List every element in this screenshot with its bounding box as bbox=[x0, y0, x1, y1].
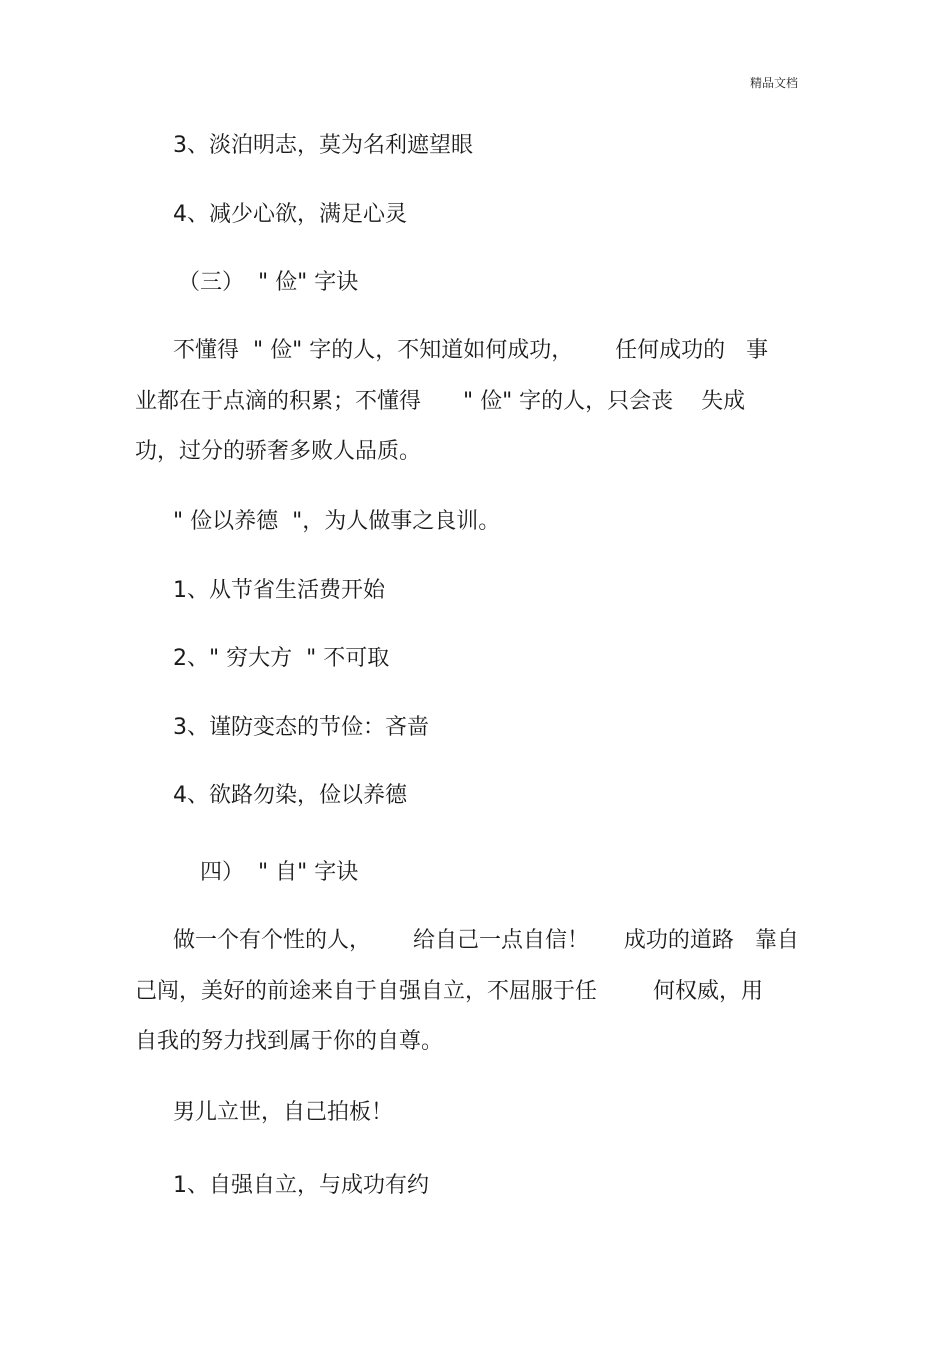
list-item: 1、自强自立，与成功有约 bbox=[173, 1173, 429, 1198]
paragraph-line: 做一个有个性的人， 给自己一点自信！ 成功的道路 靠自 bbox=[173, 928, 799, 953]
page-header-label: 精品文档 bbox=[749, 76, 798, 90]
list-item: 2、" 穷大方 " 不可取 bbox=[173, 646, 390, 671]
section-heading: （三） " 俭" 字诀 bbox=[178, 270, 359, 295]
paragraph-line: " 俭以养德 "，为人做事之良训。 bbox=[173, 509, 501, 534]
paragraph-line: 功，过分的骄奢多败人品质。 bbox=[135, 439, 422, 464]
paragraph-line: 己闯，美好的前途来自于自强自立，不屈服于任 何权威，用 bbox=[135, 979, 763, 1004]
section-heading: 四） " 自" 字诀 bbox=[200, 860, 359, 885]
list-item: 4、欲路勿染，俭以养德 bbox=[173, 783, 407, 808]
paragraph-line: 不懂得 " 俭" 字的人，不知道如何成功， 任何成功的 事 bbox=[173, 338, 769, 363]
paragraph-line: 自我的努力找到属于你的自尊。 bbox=[135, 1029, 444, 1054]
list-item: 3、谨防变态的节俭：吝啬 bbox=[173, 715, 429, 740]
list-item: 3、淡泊明志，莫为名利遮望眼 bbox=[173, 133, 473, 158]
list-item: 1、从节省生活费开始 bbox=[173, 578, 385, 603]
list-item: 4、减少心欲，满足心灵 bbox=[173, 202, 407, 227]
paragraph-line: 业都在于点滴的积累；不懂得 " 俭" 字的人，只会丧 失成 bbox=[135, 389, 746, 414]
paragraph-line: 男儿立世，自己拍板！ bbox=[173, 1100, 394, 1125]
